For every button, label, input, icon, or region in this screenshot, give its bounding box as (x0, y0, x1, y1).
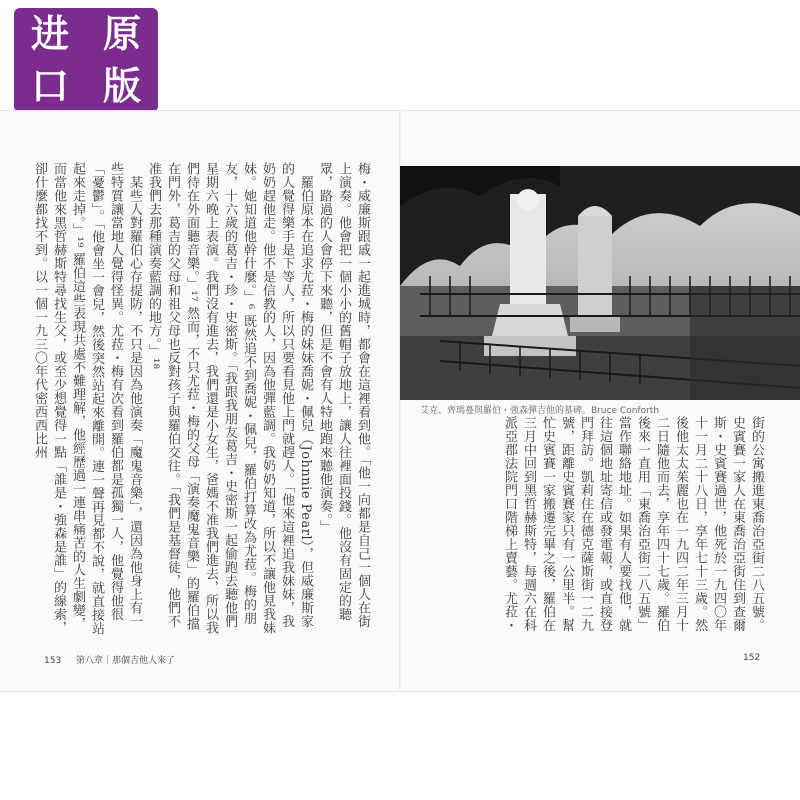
left-folio (44, 653, 175, 666)
logo-char-4: 版 (102, 64, 141, 108)
logo-char-2: 原 (102, 12, 141, 56)
left-page-number: 153 (44, 656, 62, 666)
running-head: 第八章｜那個吉他人來了 (75, 656, 175, 666)
logo-badge (14, 8, 158, 112)
logo-char-3: 口 (30, 64, 69, 108)
gravestone-photo (400, 166, 800, 400)
logo-char-1: 进 (30, 12, 69, 56)
right-page-text: 街的公寓搬進東喬治亞街二八五號。史賓賽一家人在東喬治亞街住到查爾斯・史賓賽過世，他死於一九四〇年十一月二十八日，享年七十三歲。然後他太太茱麗也在一九四二年三月十二日隨他而去，享年四十七歲。羅伯後來一直用「東喬治亞街二八五號」當作聯絡地址。如果有人要找他，就往這個地址寄信或發電報，或直接登門拜訪。凱莉住在德克薩斯街一二九號，距離史賓賽家只有一公里半。幫忙史賓賽一家搬遷完畢之後，羅伯在三月中回到黑哲赫斯特，每週六在科派亞郡法院門口階梯上賣藝。尤菈・ (502, 416, 764, 632)
right-page-number: 152 (743, 653, 761, 663)
left-page-text: 梅・威廉斯跟戚一起進城時，都會在這裡看到他。「他一向都是自己一個人在街上演奏。他會把一個小小的舊帽子放地上，讓人往裡面投錢。他沒有固定的聽眾，路過的人會停下來聽，但是不會有人特地跑來聽他演奏。」 羅伯原本在追求尤菈・梅的妹妹喬妮・佩兒（Johnnie Pearl），但威廉斯家的人覺得樂手是下等人，所以只要看見他上門就趕人。「他來這裡追我妹妹，我奶奶趕他走。他不是信教的人，因為他彈藍調。我奶奶知道，所以不讓他見我妹妹。她知道他幹什麼。」⁶ 既然追不到喬妮・佩兒，羅伯打算改為尤菈。梅的朋友，十六歲的葛吉・珍・史密斯。「我跟我朋友葛吉・史密斯一起偷跑去聽他們星期六晚上表演。我們沒有進去，我們還是小女生，爸媽不准我們進去，所以我們待在外面聽音樂。」¹⁷ 然而，不只尤菈・梅的父母「演奏魔鬼音樂」的羅伯擋在門外，葛吉的父母和祖父母也反對孩子與羅伯交往。「我們是基督徒，他們不准我們去那種演奏藍調的地方。」¹⁸ 某些人對羅伯心存提防，不只是因為他演奏「魔鬼音樂」，還因為他身上有一些特質讓當地人覺得怪異。尤菈・梅有次看到羅伯都是孤獨一人，他覺得他很「憂鬱」。「他會坐一會兒，然後突然站起來離開。連一聲再見都不說，就直接站起來走掉。」¹⁹ 羅伯這些表現共處不難理解，他經歷過一連串痛苦的人生劇變，而當他來黑哲赫斯特尋找生父，或至少想覺得一點「誰是・強森是誰」的線索，卻什麼都找不到。以一個一九三〇年代密西西比州 (32, 162, 370, 635)
photo-caption: 艾克、齊瑪蔓與羅伯・強森彈吉他的墓碑。Bruce Conforth (420, 406, 660, 416)
